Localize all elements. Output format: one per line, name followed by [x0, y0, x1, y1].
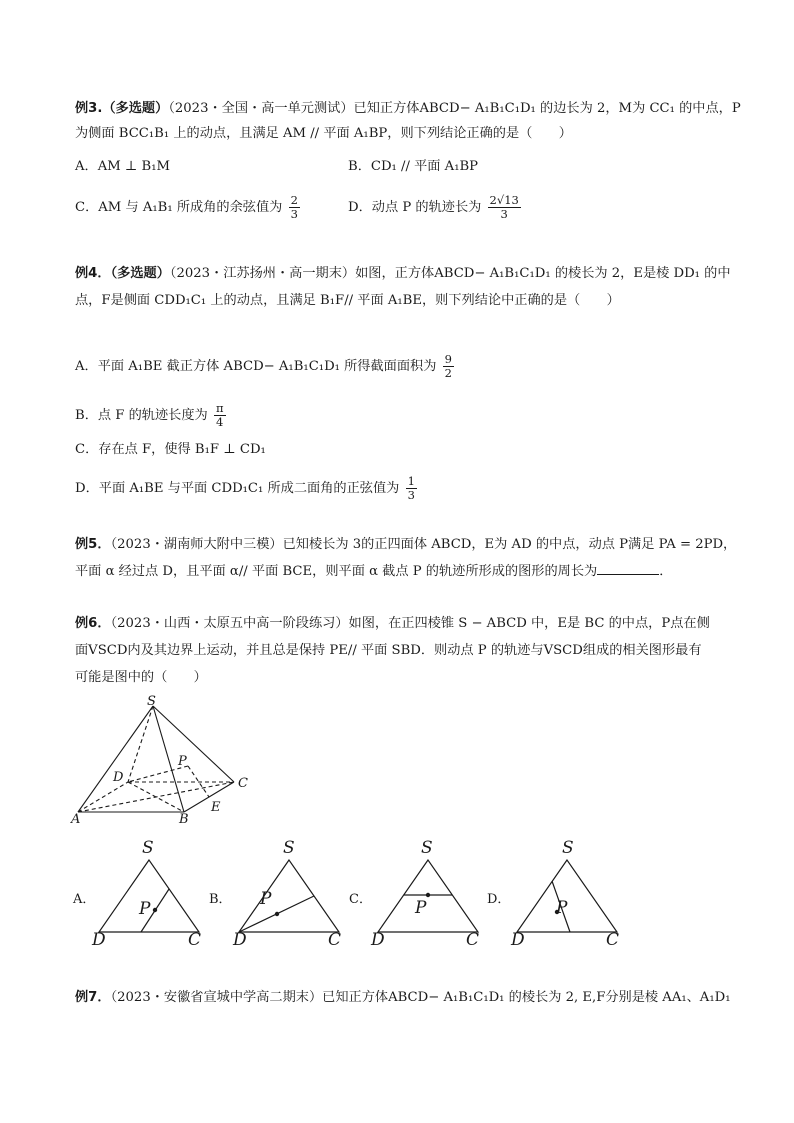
choice-d-letter: D．: [487, 892, 511, 907]
pyramid-label-e: E: [211, 800, 221, 815]
ex3-number: 例3.: [75, 101, 103, 116]
ex3-option-b: B．CD₁ // 平面 A₁BP: [348, 159, 479, 174]
ex4-option-d-fraction: [406, 475, 417, 502]
ex4-option-b-text: B．点 F 的轨迹长度为: [75, 408, 208, 423]
point-p: [426, 893, 430, 897]
ex4-option-c: C．存在点 F，使得 B₁F ⊥ CD₁: [75, 442, 266, 457]
ex3-option-c-text: C．AM 与 A₁B₁ 所成角的余弦值为: [75, 200, 283, 215]
fraction-denominator: 3: [407, 488, 415, 502]
edge-ad: [78, 782, 128, 812]
ex3-option-d-fraction: [488, 194, 521, 221]
fraction-numerator: π: [215, 401, 224, 415]
ex3-tag: （多选题）: [102, 101, 169, 116]
ex5-text-end: ．: [659, 564, 673, 579]
choice-a-label-d: D: [92, 930, 106, 950]
edge-sc: [153, 706, 234, 782]
ex4-tag: （多选题）: [110, 266, 170, 281]
ex4-number: 例4．: [75, 266, 111, 281]
fraction-denominator: 4: [216, 415, 224, 429]
ex4-option-d-text: D．平面 A₁BE 与平面 CDD₁C₁ 所成二面角的正弦值为: [75, 481, 400, 496]
choice-c-label-d: D: [371, 930, 385, 950]
fraction-numerator: 2√13: [489, 193, 519, 207]
pyramid-label-p: P: [178, 754, 187, 769]
ex5-number: 例5．: [75, 537, 111, 552]
pyramid-label-a: A: [71, 812, 81, 827]
ex4-option-a-text: A．平面 A₁BE 截正方体 ABCD− A₁B₁C₁D₁ 所得截面面积为: [75, 359, 437, 374]
ex6-text-1: （2023・山西・太原五中高一阶段练习）如图，在正四棱锥 S − ABCD 中，E是 BC 的中点，P点在侧: [110, 616, 710, 631]
choice-b-label-d: D: [233, 930, 247, 950]
ex5-line1: [75, 535, 736, 555]
choice-a-letter: A．: [73, 892, 96, 907]
ex5-text-2: 平面 α 经过点 D，且平面 α// 平面 BCE，则平面 α 截点 P 的轨迹所形成的图形的周长为: [75, 564, 598, 579]
ex3-text-1: （2023・全国・高一单元测试）已知正方体ABCD− A₁B₁C₁D₁ 的边长为 2，M为 CC₁ 的中点，P: [168, 101, 741, 116]
choice-c-letter: C．: [349, 892, 372, 907]
choice-b-letter: B．: [209, 892, 232, 907]
choice-b-label-s: S: [283, 838, 295, 858]
choice-c-label-c: C: [466, 930, 480, 950]
ex6-line3: 可能是图中的（ ）: [75, 670, 207, 685]
choice-a-triangle: [94, 852, 204, 942]
ex7-line1: [75, 988, 730, 1008]
choice-d-triangle: [512, 852, 622, 942]
choice-d-label-d: D: [511, 930, 525, 950]
ex4-text-1: （2023・江苏扬州・高一期末）如图，正方体ABCD− A₁B₁C₁D₁ 的棱长为 2，E是棱 DD₁ 的中: [169, 266, 731, 281]
fraction-denominator: 3: [290, 207, 298, 221]
choice-d-label-c: C: [606, 930, 620, 950]
fraction-numerator: 9: [444, 352, 452, 366]
ex5-line2: [75, 562, 672, 582]
edge-sa: [78, 706, 153, 812]
pyramid-label-c: C: [238, 776, 248, 791]
ex4-option-a-fraction: [443, 353, 454, 380]
choice-d-label-p: P: [556, 898, 568, 918]
ex4-line1: [75, 264, 731, 284]
ex6-line1: [75, 614, 710, 634]
choice-a-label-s: S: [142, 838, 154, 858]
ex3-line1: [75, 99, 741, 119]
pyramid-figure: [66, 694, 266, 834]
ex6-number: 例6．: [75, 616, 111, 631]
pyramid-label-s: S: [147, 694, 156, 709]
ex4-option-b-fraction: [214, 402, 226, 429]
ex4-option-b: [75, 402, 228, 429]
ex3-option-d: [348, 194, 523, 221]
ex7-number: 例7．: [75, 990, 111, 1005]
edge-sd: [128, 706, 153, 782]
ex3-option-a: A．AM ⊥ B₁M: [75, 159, 171, 174]
ex3-option-c-fraction: [289, 194, 300, 221]
choice-a-label-c: C: [188, 930, 202, 950]
ex3-option-c: [75, 194, 302, 221]
ex5-text-1: （2023・湖南师大附中三模）已知棱长为 3的正四面体 ABCD，E为 AD 的中点，动点 P满足 PA = 2PD，: [110, 537, 737, 552]
ex4-option-a: [75, 353, 456, 380]
ex4-line2: 点，F是侧面 CDD₁C₁ 上的动点，且满足 B₁F// 平面 A₁BE，则下列结论中正确的是（ ）: [75, 293, 620, 308]
fraction-denominator: 2: [444, 366, 452, 380]
choice-a-label-p: P: [139, 899, 151, 919]
pyramid-label-d: D: [113, 770, 124, 785]
answer-blank: [597, 562, 659, 575]
ex4-option-d: [75, 475, 419, 502]
ex6-line2: 面VSCD内及其边界上运动，并且总是保持 PE// 平面 SBD．则动点 P 的轨迹与VSCD组成的相关图形最有: [75, 643, 702, 658]
ex3-option-d-text: D．动点 P 的轨迹长为: [348, 200, 482, 215]
choice-c-label-p: P: [415, 898, 427, 918]
fraction-numerator: 1: [407, 474, 415, 488]
choice-b-label-p: P: [260, 889, 272, 909]
choice-d-label-s: S: [562, 838, 574, 858]
pyramid-label-b: B: [179, 812, 189, 827]
fraction-numerator: 2: [290, 193, 298, 207]
fraction-denominator: 3: [500, 207, 508, 221]
ex3-line2: 为侧面 BCC₁B₁ 上的动点，且满足 AM // 平面 A₁BP，则下列结论正确的是（ ）: [75, 126, 572, 141]
choice-c-label-s: S: [421, 838, 433, 858]
choice-b-triangle: [234, 852, 344, 942]
ex7-text-1: （2023・安徽省宣城中学高二期末）已知正方体ABCD− A₁B₁C₁D₁ 的棱长为 2, E,F分别是棱 AA₁、A₁D₁: [110, 990, 731, 1005]
point-p: [153, 908, 157, 912]
choice-b-label-c: C: [328, 930, 342, 950]
point-p: [275, 912, 279, 916]
choice-c-triangle: [373, 852, 483, 942]
